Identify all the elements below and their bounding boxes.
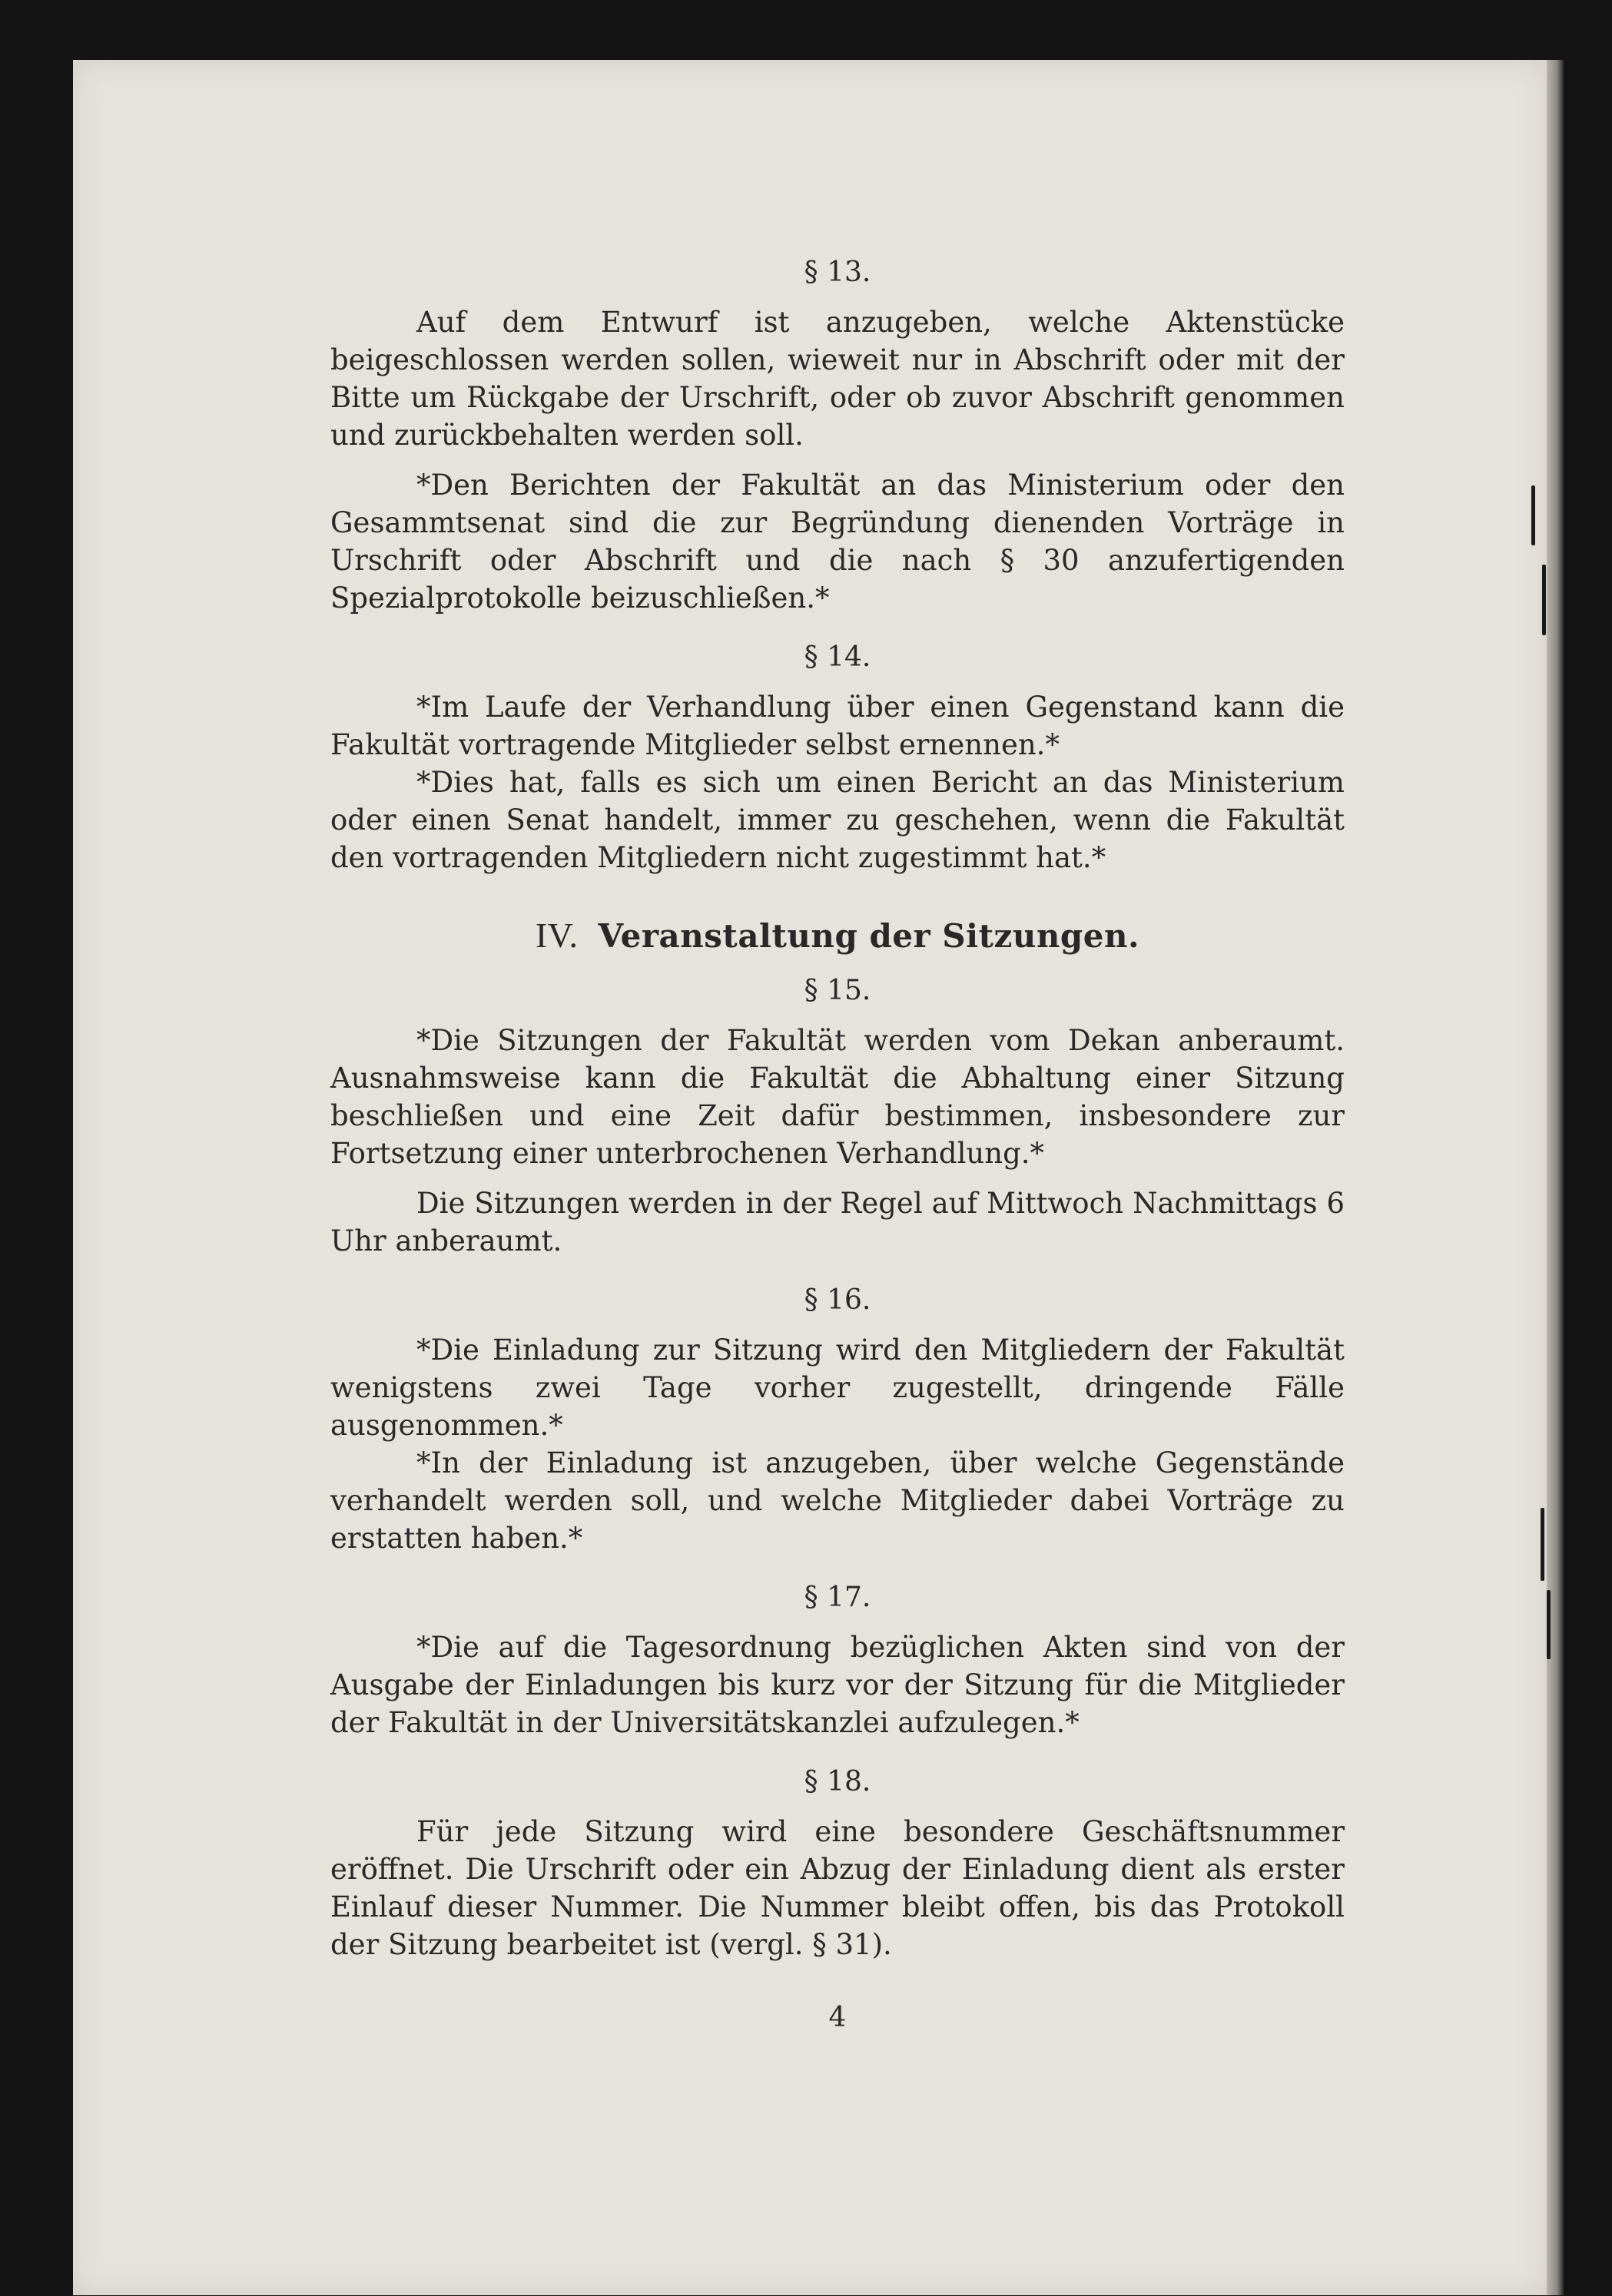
section-heading-14: § 14.: [804, 641, 871, 673]
section-17-paragraph-1: *Die auf die Tagesordnung bezüglichen Akten sind von der Ausgabe der Einladungen bis kurz vor der Sitzung für die Mitglieder der Fakultät in der Universitätskanzlei aufzulegen.*: [330, 1631, 1345, 1739]
section-heading-18: § 18.: [804, 1766, 871, 1797]
section-15-paragraph-1: *Die Sitzungen der Fakultät werden vom Dekan anberaumt. Ausnahmsweise kann die Fakultät die Abhaltung einer Sitzung beschließen und eine Zeit dafür bestimmen, insbesondere zur Fortsetzung einer unterbrochenen Verhandlung.*: [330, 1024, 1345, 1170]
section-13-paragraph-2: *Den Berichten der Fakultät an das Ministerium oder den Gesammtsenat sind die zur Begründung dienenden Vorträge in Urschrift oder Abschrift und die nach § 30 anzufertigenden Spezialprotokolle beizuschließen.*: [330, 469, 1345, 615]
document-body: [330, 253, 1345, 2036]
section-16-paragraph-1: *Die Einladung zur Sitzung wird den Mitgliedern der Fakultät wenigstens zwei Tage vorher zugestellt, dringende Fälle ausgenommen.*: [330, 1334, 1345, 1442]
margin-mark: [1547, 1590, 1551, 1659]
section-15-paragraph-2: Die Sitzungen werden in der Regel auf Mittwoch Nachmittags 6 Uhr anberaumt.: [330, 1187, 1345, 1257]
section-16-paragraph-2: *In der Einladung ist anzugeben, über welche Gegenstände verhandelt werden soll, und welche Mitglieder dabei Vorträge zu erstatten haben.*: [330, 1446, 1345, 1555]
section-heading-17: § 17.: [804, 1582, 871, 1613]
margin-mark: [1542, 565, 1546, 635]
section-heading-16: § 16.: [804, 1284, 871, 1316]
section-14-paragraph-2: *Dies hat, falls es sich um einen Bericht an das Ministerium oder einen Senat handelt, immer zu geschehen, wenn die Fakultät den vortragenden Mitgliedern nicht zugestimmt hat.*: [330, 766, 1345, 874]
margin-mark: [1531, 485, 1535, 545]
page-number: 4: [828, 2002, 847, 2033]
section-18-paragraph-1: Für jede Sitzung wird eine besondere Geschäftsnummer eröffnet. Die Urschrift oder ein Abzug der Einladung dient als erster Einlauf dieser Nummer. Die Nummer bleibt offen, bis das Protokoll der Sitzung bearbeitet ist (vergl. § 31).: [330, 1815, 1345, 1961]
section-heading-15: § 15.: [804, 975, 871, 1006]
chapter-number: IV.: [535, 916, 579, 955]
section-13-paragraph-1: Auf dem Entwurf ist anzugeben, welche Aktenstücke beigeschlossen werden sollen, wieweit nur in Abschrift oder mit der Bitte um Rückgabe der Urschrift, oder ob zuvor Abschrift genommen und zurückbehalten werden soll.: [330, 306, 1345, 452]
chapter-heading: [330, 912, 1345, 959]
page-edge: [1547, 60, 1564, 2295]
section-14-paragraph-1: *Im Laufe der Verhandlung über einen Gegenstand kann die Fakultät vortragende Mitglieder selbst ernennen.*: [330, 691, 1345, 761]
section-heading-13: § 13.: [804, 257, 871, 288]
chapter-title: Veranstaltung der Sitzungen.: [598, 917, 1140, 955]
margin-mark: [1541, 1508, 1544, 1581]
